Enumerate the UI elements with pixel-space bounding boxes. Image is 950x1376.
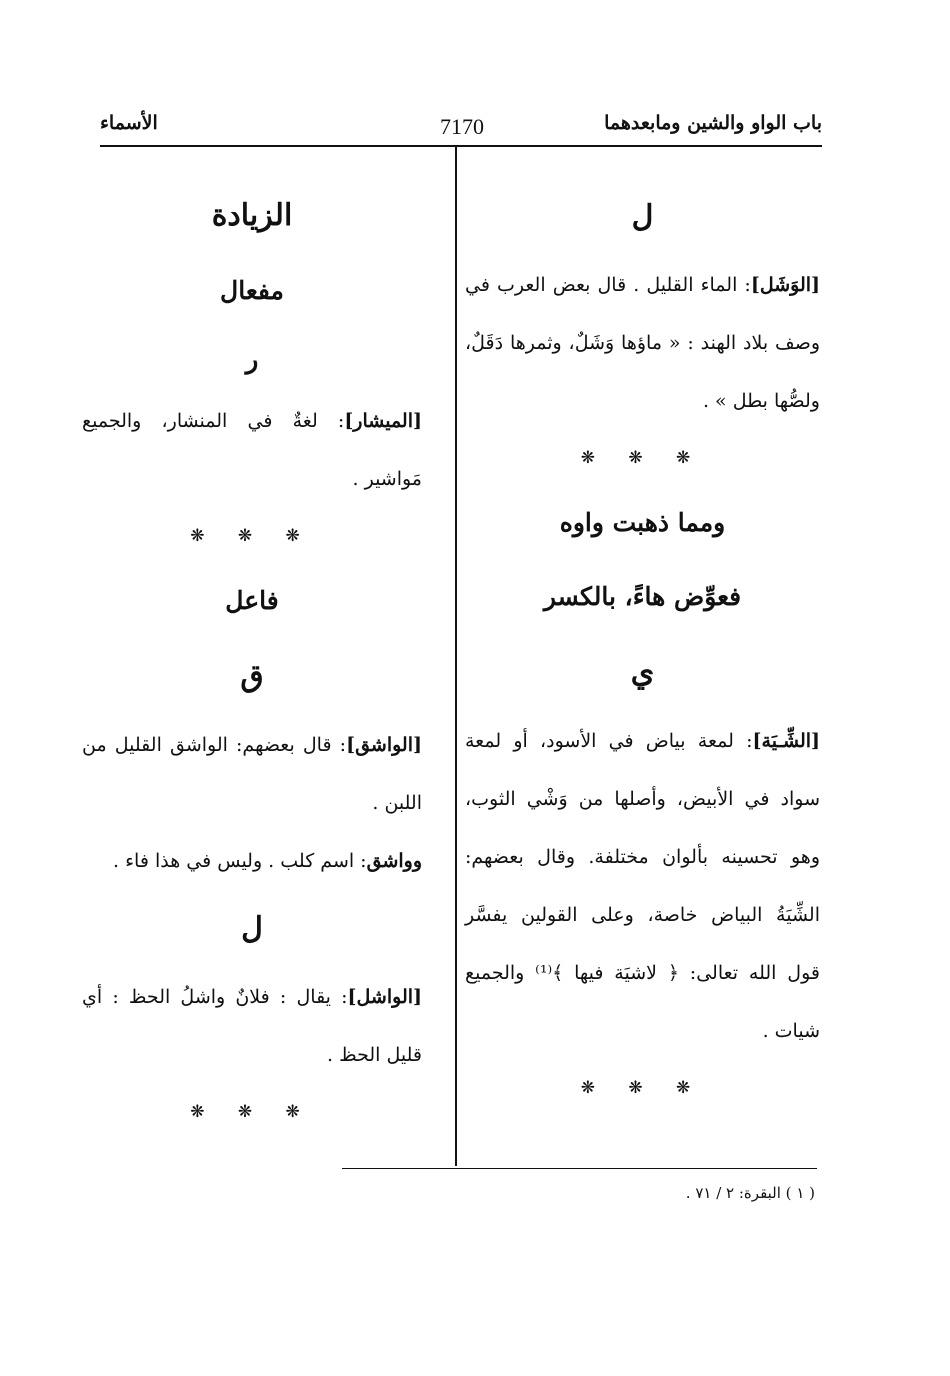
entry-term: [الشِّـيَة] [752,730,820,752]
pattern-heading-mifal: مفعال [220,276,284,305]
entry-definition: : يقال : فلانٌ واشلُ الحظ : أي قليل الحظ . [82,986,422,1066]
left-column [82,178,422,1140]
entry-definition: : لمعة بياض في الأسود، أو لمعة سواد في الأبيض، وأصلها من وَشْي الثوب، وهو تحسينه بألوان مختلفة. وقال بعضهم: الشِّيَةُ البياض خاصة، وعلى القولين يفسَّر قول الله تعالى: ﴿ لاشيَة فيها ﴾⁽¹⁾ والجميع شيات . [465,730,820,1042]
entry-term: [الميشار] [344,410,422,432]
entry-definition: : لغةٌ في المنشار، والجميع مَواشير . [82,410,422,490]
entry-mishar [82,392,422,508]
section-heading: ومما ذهبت واوه [559,508,726,537]
pattern-heading-fail: فاعل [225,586,279,615]
column-divider [455,146,457,1166]
section-separator: ❋ ❋ ❋ [580,448,705,468]
section-heading-ziyada: الزيادة [211,198,293,233]
letter-heading-lam: ل [631,199,654,234]
entry-definition: : الماء القليل . قال بعض العرب في وصف بلاد الهند : « ماؤها وَشَلٌ، وثمرها دَقَلٌ، ولصُّها بطل » . [465,274,820,412]
entry-term: [الواشل] [347,986,422,1008]
running-header-section: الأسماء [100,112,158,134]
entry-term: [الواشق] [346,734,422,756]
page-number: 7170 [440,114,484,139]
letter-heading-ya: ي [630,655,655,690]
entry-term: وواشق [366,850,422,872]
section-separator: ❋ ❋ ❋ [190,526,314,546]
footnote: ( ١ ) البقرة: ٢ / ٧١ . [685,1184,815,1202]
section-separator: ❋ ❋ ❋ [580,1078,705,1098]
section-subheading: فعوِّض هاءً، بالكسر [543,582,742,611]
entry-washiq-dog [82,832,422,890]
letter-heading-qaf: ق [240,659,264,694]
entry-washil [82,968,422,1084]
entry-washal [465,256,820,430]
header-rule [100,145,822,147]
right-column [465,178,820,1116]
entry-shiya [465,712,820,1060]
entry-definition: : قال بعضهم: الواشق القليل من اللبن . [82,734,422,814]
letter-heading-lam: ل [241,911,263,946]
letter-heading-ra: ر [245,345,259,375]
running-header-chapter: باب الواو والشين ومابعدهما [604,112,822,134]
entry-term: [الوَشَل] [750,274,820,296]
entry-definition: : اسم كلب . وليس في هذا فاء . [113,850,367,872]
section-separator: ❋ ❋ ❋ [190,1102,314,1122]
entry-washiq [82,716,422,832]
footnote-rule [342,1168,817,1169]
